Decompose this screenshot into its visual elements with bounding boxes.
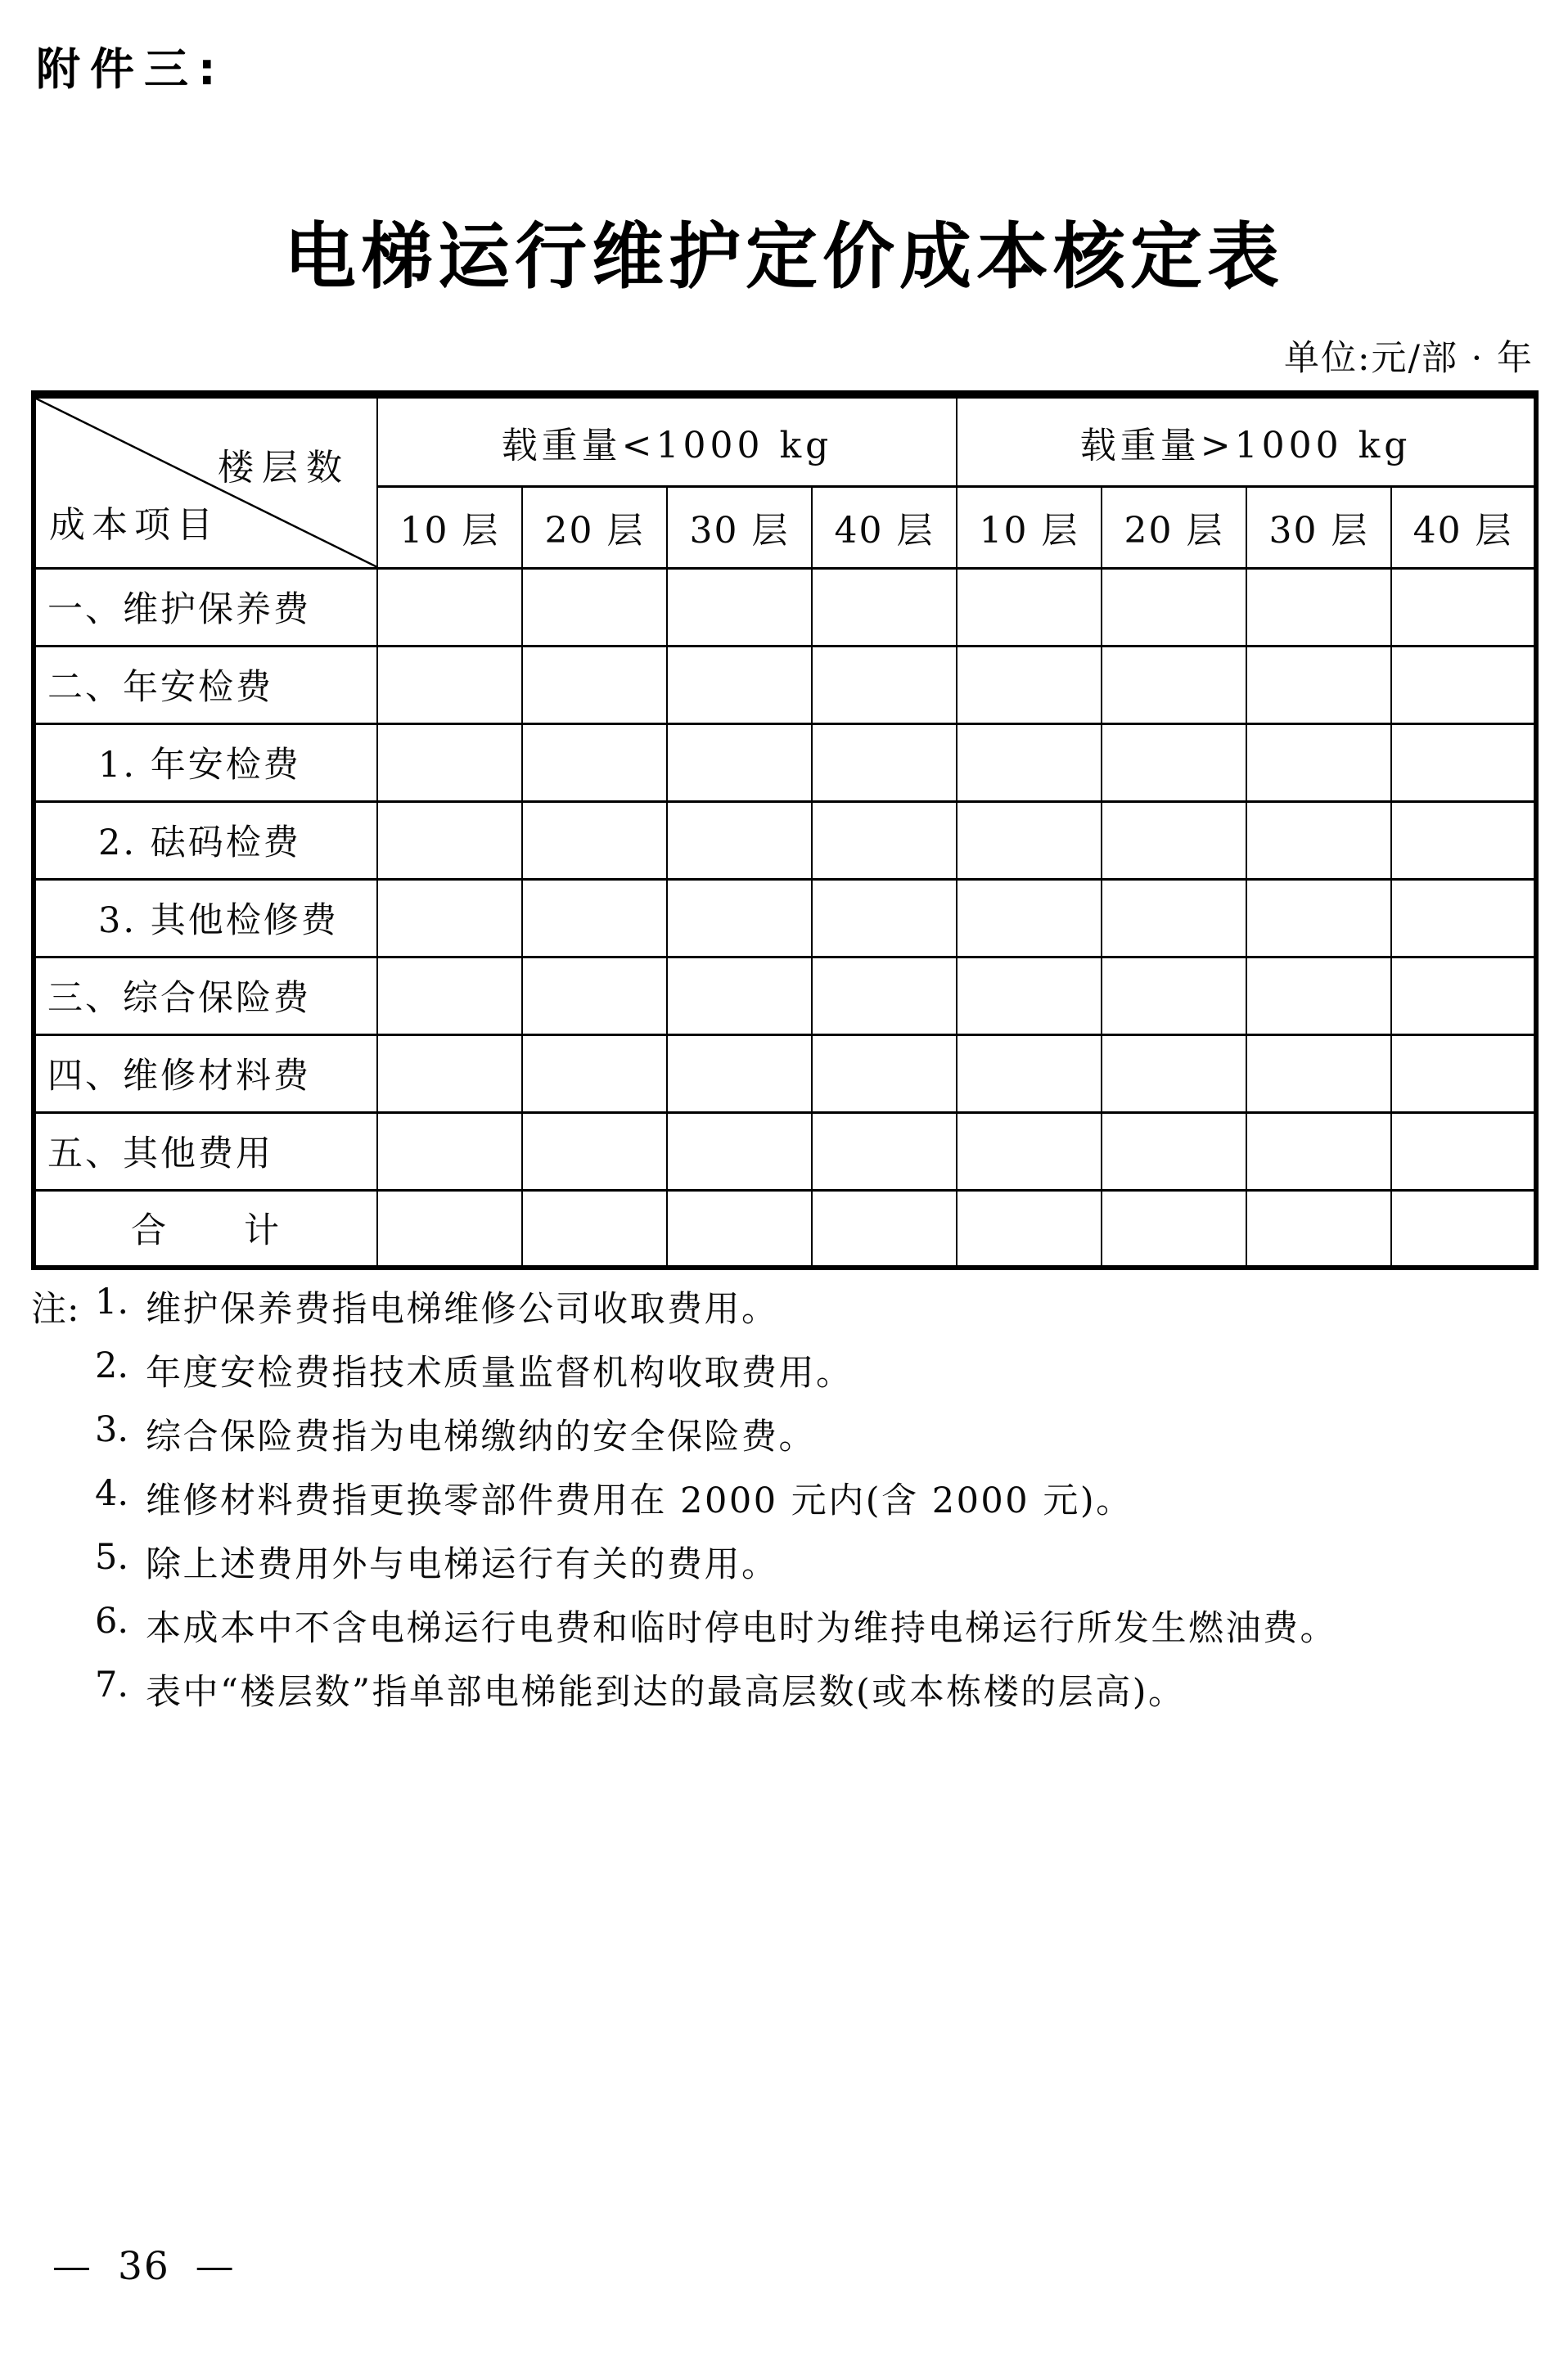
- note-text: 本成本中不含电梯运行电费和临时停电时为维持电梯运行所发生燃油费。: [146, 1608, 1337, 1649]
- row-label: 1. 年安检费: [34, 723, 377, 801]
- data-cell: [667, 879, 812, 957]
- floor-column-header: 30 层: [1246, 486, 1391, 568]
- data-cell: [812, 801, 957, 879]
- data-cell: [1102, 801, 1246, 879]
- note-number: 7.: [95, 1665, 129, 1705]
- data-cell: [522, 1034, 667, 1112]
- data-cell: [522, 723, 667, 801]
- data-cell: [812, 1034, 957, 1112]
- note-text: 除上述费用外与电梯运行有关的费用。: [146, 1544, 779, 1585]
- floor-column-header: 20 层: [522, 486, 667, 568]
- note-line: [31, 1473, 1542, 1537]
- floors-count-label: 楼层数: [218, 447, 350, 489]
- data-cell: [1391, 957, 1536, 1034]
- note-text: 年度安检费指技术质量监督机构收取费用。: [146, 1353, 854, 1394]
- data-cell: [1246, 723, 1391, 801]
- data-cell: [957, 1034, 1102, 1112]
- data-cell: [812, 1190, 957, 1268]
- data-cell: [667, 646, 812, 723]
- floor-column-header: 40 层: [812, 486, 957, 568]
- data-cell: [957, 957, 1102, 1034]
- data-cell: [1246, 957, 1391, 1034]
- cost-items-label: 成本项目: [49, 504, 219, 546]
- data-cell: [957, 1112, 1102, 1190]
- data-cell: [1391, 879, 1536, 957]
- data-cell: [522, 1112, 667, 1190]
- data-cell: [1102, 723, 1246, 801]
- corner-header-cell: [34, 394, 377, 568]
- row-label: 3. 其他检修费: [34, 879, 377, 957]
- data-cell: [522, 957, 667, 1034]
- row-label: 二、年安检费: [34, 646, 377, 723]
- data-cell: [377, 646, 522, 723]
- data-cell: [1246, 801, 1391, 879]
- note-text: 维修材料费指更换零部件费用在 2000 元内(含 2000 元)。: [146, 1480, 1133, 1521]
- note-number: 4.: [95, 1473, 129, 1514]
- row-label: 四、维修材料费: [34, 1034, 377, 1112]
- note-line: [31, 1345, 1542, 1409]
- table-row: [34, 723, 1536, 801]
- data-cell: [377, 957, 522, 1034]
- data-cell: [812, 957, 957, 1034]
- data-cell: [667, 1190, 812, 1268]
- data-cell: [1102, 957, 1246, 1034]
- data-cell: [667, 957, 812, 1034]
- data-cell: [812, 646, 957, 723]
- cost-verification-table: [31, 390, 1539, 1270]
- data-cell: [1246, 646, 1391, 723]
- table-row: [34, 646, 1536, 723]
- data-cell: [1102, 1190, 1246, 1268]
- attachment-label: 附件三:: [36, 43, 226, 95]
- floor-column-header: 10 层: [377, 486, 522, 568]
- data-cell: [1246, 568, 1391, 646]
- data-cell: [667, 723, 812, 801]
- data-cell: [1102, 1034, 1246, 1112]
- note-line: [31, 1409, 1542, 1473]
- data-cell: [1391, 568, 1536, 646]
- note-line: [31, 1601, 1542, 1665]
- data-cell: [522, 1190, 667, 1268]
- data-cell: [1391, 1112, 1536, 1190]
- note-text: 表中“楼层数”指单部电梯能到达的最高层数(或本栋楼的层高)。: [146, 1672, 1186, 1713]
- floor-column-header: 10 层: [957, 486, 1102, 568]
- table-row: [34, 801, 1536, 879]
- note-number: 6.: [95, 1601, 129, 1642]
- data-cell: [957, 723, 1102, 801]
- data-cell: [522, 646, 667, 723]
- data-cell: [1391, 801, 1536, 879]
- note-line: [31, 1282, 1542, 1345]
- row-label: 2. 砝码检费: [34, 801, 377, 879]
- load-group-header-lt1000: 载重量<1000 kg: [377, 394, 957, 486]
- data-cell: [1391, 646, 1536, 723]
- data-cell: [522, 568, 667, 646]
- data-cell: [1102, 568, 1246, 646]
- row-label: 一、维护保养费: [34, 568, 377, 646]
- floor-column-header: 20 层: [1102, 486, 1246, 568]
- data-cell: [957, 646, 1102, 723]
- data-cell: [1246, 1190, 1391, 1268]
- data-cell: [957, 879, 1102, 957]
- data-cell: [1102, 1112, 1246, 1190]
- data-cell: [957, 568, 1102, 646]
- row-label: 五、其他费用: [34, 1112, 377, 1190]
- load-group-header-gt1000: 载重量>1000 kg: [957, 394, 1536, 486]
- data-cell: [812, 879, 957, 957]
- note-line: [31, 1537, 1542, 1601]
- note-number: 2.: [95, 1345, 129, 1386]
- header-row-groups: [34, 394, 1536, 486]
- data-cell: [812, 568, 957, 646]
- data-cell: [377, 1034, 522, 1112]
- floor-column-header: 30 层: [667, 486, 812, 568]
- data-cell: [667, 568, 812, 646]
- data-cell: [1391, 723, 1536, 801]
- floor-column-header: 40 层: [1391, 486, 1536, 568]
- row-label-total: 合 计: [34, 1190, 377, 1268]
- data-cell: [522, 879, 667, 957]
- data-cell: [377, 879, 522, 957]
- data-cell: [957, 801, 1102, 879]
- data-cell: [377, 1190, 522, 1268]
- data-cell: [522, 801, 667, 879]
- data-cell: [1246, 879, 1391, 957]
- data-cell: [1391, 1034, 1536, 1112]
- table-row: [34, 1034, 1536, 1112]
- data-cell: [1246, 1112, 1391, 1190]
- note-number: 1.: [95, 1282, 129, 1322]
- table-row: [34, 879, 1536, 957]
- data-cell: [957, 1190, 1102, 1268]
- data-cell: [812, 1112, 957, 1190]
- note-number: 5.: [95, 1537, 129, 1578]
- note-text: 维护保养费指电梯维修公司收取费用。: [146, 1289, 779, 1330]
- data-cell: [1391, 1190, 1536, 1268]
- data-cell: [377, 801, 522, 879]
- table-row: [34, 568, 1536, 646]
- notes-prefix-label: 注:: [31, 1289, 80, 1330]
- note-text: 综合保险费指为电梯缴纳的安全保险费。: [146, 1417, 816, 1458]
- data-cell: [1102, 646, 1246, 723]
- table-row: [34, 957, 1536, 1034]
- data-cell: [377, 1112, 522, 1190]
- data-cell: [667, 1112, 812, 1190]
- data-cell: [667, 1034, 812, 1112]
- data-cell: [812, 723, 957, 801]
- note-number: 3.: [95, 1409, 129, 1450]
- table-row-total: [34, 1190, 1536, 1268]
- data-cell: [1246, 1034, 1391, 1112]
- unit-label: 单位:元/部 · 年: [1284, 338, 1534, 379]
- table-row: [34, 1112, 1536, 1190]
- data-cell: [377, 723, 522, 801]
- page-number: — 36 —: [52, 2244, 236, 2289]
- note-line: [31, 1665, 1542, 1728]
- data-cell: [1102, 879, 1246, 957]
- data-cell: [377, 568, 522, 646]
- data-cell: [667, 801, 812, 879]
- page-title: 电梯运行维护定价成本核定表: [283, 214, 1284, 299]
- notes-section: [31, 1282, 1542, 1728]
- row-label: 三、综合保险费: [34, 957, 377, 1034]
